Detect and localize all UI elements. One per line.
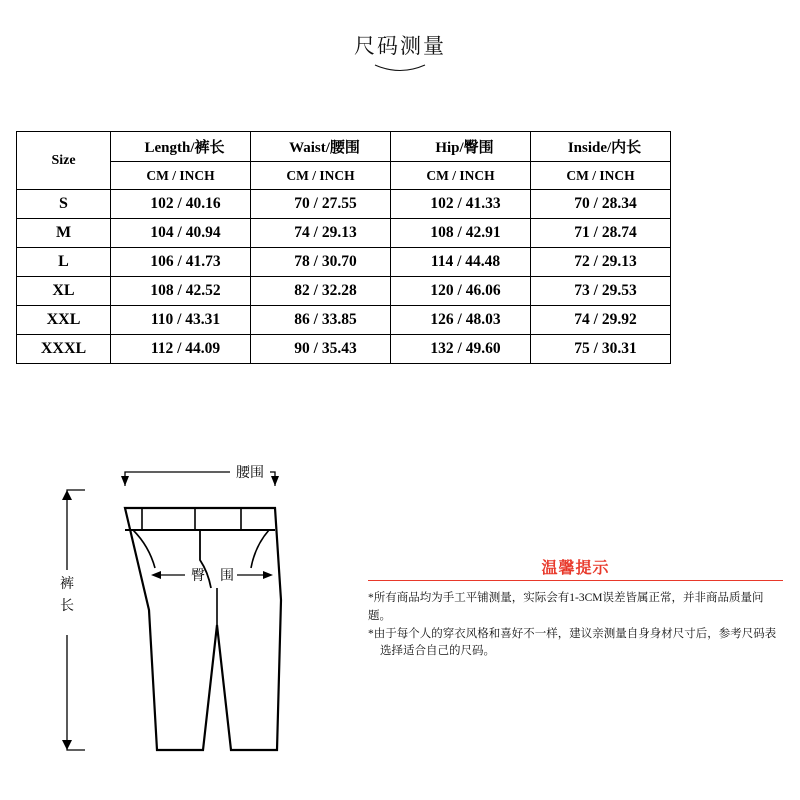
row-inside: 70 / 28.34 bbox=[531, 190, 671, 219]
header-size: Size bbox=[17, 132, 111, 190]
row-length: 102 / 40.16 bbox=[111, 190, 251, 219]
row-length: 112 / 44.09 bbox=[111, 335, 251, 364]
table-row bbox=[17, 190, 671, 219]
row-inside: 74 / 29.92 bbox=[531, 306, 671, 335]
hip-label-text-2: 围 bbox=[220, 569, 234, 584]
row-size: XL bbox=[17, 277, 111, 306]
unit-inside: CM / INCH bbox=[531, 162, 671, 190]
row-waist: 82 / 32.28 bbox=[251, 277, 391, 306]
size-table-wrapper bbox=[16, 131, 670, 364]
table-row bbox=[17, 277, 671, 306]
pants-outline bbox=[125, 508, 281, 750]
note-line-1: *所有商品均为手工平铺测量，实际会有1-3CM误差皆属正常，并非商品质量问题。 bbox=[368, 592, 764, 622]
row-size: S bbox=[17, 190, 111, 219]
notes-block bbox=[368, 555, 783, 661]
header-inside: Inside/内长 bbox=[531, 132, 671, 162]
row-inside: 71 / 28.74 bbox=[531, 219, 671, 248]
header-hip: Hip/臀围 bbox=[391, 132, 531, 162]
row-size: L bbox=[17, 248, 111, 277]
page-title-block bbox=[0, 30, 800, 74]
row-waist: 86 / 33.85 bbox=[251, 306, 391, 335]
row-waist: 74 / 29.13 bbox=[251, 219, 391, 248]
row-hip: 114 / 44.48 bbox=[391, 248, 531, 277]
row-inside: 72 / 29.13 bbox=[531, 248, 671, 277]
row-hip: 120 / 46.06 bbox=[391, 277, 531, 306]
length-dimension-bracket bbox=[67, 490, 85, 750]
row-size: XXXL bbox=[17, 335, 111, 364]
row-waist: 78 / 30.70 bbox=[251, 248, 391, 277]
row-inside: 73 / 29.53 bbox=[531, 277, 671, 306]
table-row bbox=[17, 248, 671, 277]
size-table bbox=[16, 131, 671, 364]
table-unit-row bbox=[17, 162, 671, 190]
row-length: 104 / 40.94 bbox=[111, 219, 251, 248]
table-row bbox=[17, 335, 671, 364]
header-waist: Waist/腰围 bbox=[251, 132, 391, 162]
notes-divider bbox=[368, 580, 783, 581]
row-hip: 102 / 41.33 bbox=[391, 190, 531, 219]
row-length: 108 / 42.52 bbox=[111, 277, 251, 306]
row-inside: 75 / 30.31 bbox=[531, 335, 671, 364]
row-length: 106 / 41.73 bbox=[111, 248, 251, 277]
table-row bbox=[17, 306, 671, 335]
table-row bbox=[17, 219, 671, 248]
row-waist: 90 / 35.43 bbox=[251, 335, 391, 364]
title-swoosh-decoration bbox=[373, 64, 427, 74]
length-label-text-2: 长 bbox=[60, 599, 74, 614]
table-header-row bbox=[17, 132, 671, 162]
waist-label-text: 腰围 bbox=[236, 466, 264, 481]
hip-label-text-1: 臀 bbox=[191, 569, 205, 584]
page-title: 尺码测量 bbox=[354, 34, 446, 58]
unit-length: CM / INCH bbox=[111, 162, 251, 190]
row-waist: 70 / 27.55 bbox=[251, 190, 391, 219]
header-length: Length/裤长 bbox=[111, 132, 251, 162]
row-hip: 132 / 49.60 bbox=[391, 335, 531, 364]
unit-hip: CM / INCH bbox=[391, 162, 531, 190]
notes-heading: 温馨提示 bbox=[541, 560, 610, 577]
note-line-2b: 选择适合自己的尺码。 bbox=[380, 645, 495, 658]
unit-waist: CM / INCH bbox=[251, 162, 391, 190]
note-line-2: *由于每个人的穿衣风格和喜好不一样，建议亲测量自身身材尺寸后，参考尺码表 bbox=[368, 627, 777, 640]
pants-measurement-diagram bbox=[45, 450, 365, 780]
row-size: M bbox=[17, 219, 111, 248]
length-label-text-1: 裤 bbox=[60, 577, 74, 592]
row-hip: 126 / 48.03 bbox=[391, 306, 531, 335]
row-length: 110 / 43.31 bbox=[111, 306, 251, 335]
row-size: XXL bbox=[17, 306, 111, 335]
row-hip: 108 / 42.91 bbox=[391, 219, 531, 248]
